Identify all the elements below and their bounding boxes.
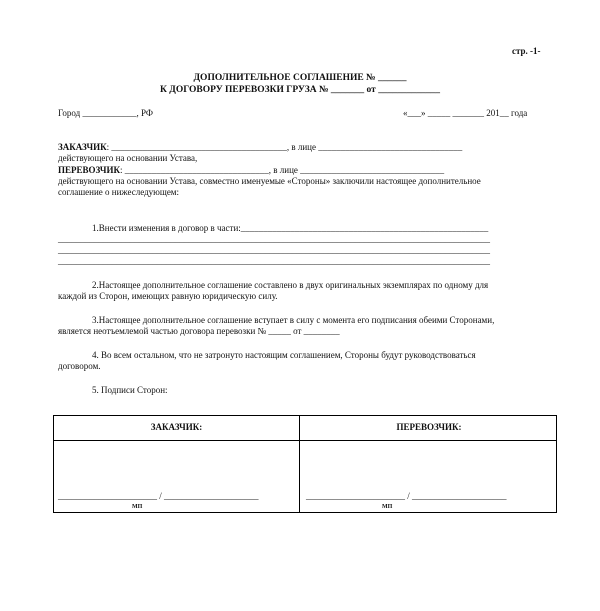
customer-details: : _______________________________________, в лице ________________________________ <box>106 142 463 152</box>
carrier-label: ПЕРЕВОЗЧИК <box>58 165 121 175</box>
page-number: стр. -1- <box>512 46 541 56</box>
clause-3-cont: является неотъемлемой частью договора перевозки № _____ от ________ <box>58 326 340 336</box>
customer-basis: действующего на основании Устава, <box>58 153 198 163</box>
clause-2: 2.Настоящее дополнительное соглашение составлено в двух оригинальных экземплярах по одному для <box>92 280 489 290</box>
clause-1: 1.Внести изменения в договор в части:_______________________________________________________ <box>92 223 489 233</box>
clause-1-line: ________________________________________________________________________________________________ <box>58 245 490 255</box>
clause-1-line: ________________________________________________________________________________________________ <box>58 234 490 244</box>
customer-label: ЗАКАЗЧИК <box>58 142 107 152</box>
table-divider-horizontal <box>54 440 556 441</box>
clause-3: 3.Настоящее дополнительное соглашение вступает в силу с момента его подписания обеими Сторонами, <box>92 315 495 325</box>
clause-1-line: ________________________________________________________________________________________________ <box>58 256 490 266</box>
clause-4-cont: договором. <box>58 361 101 371</box>
carrier-signature-line: ______________________ / _____________________ <box>306 491 507 501</box>
carrier-stamp-label: МП <box>382 504 393 510</box>
carrier-details: : ________________________________, в лице ________________________________ <box>120 165 445 175</box>
carrier-basis-cont: соглашение о нижеследующем: <box>58 187 180 197</box>
carrier-signature-header: ПЕРЕВОЗЧИК: <box>396 422 462 432</box>
customer-party-line <box>58 142 462 153</box>
clause-4: 4. Во всем остальном, что не затронуто настоящим соглашением, Стороны будут руководствоваться <box>92 350 476 360</box>
city-line: Город ____________, РФ <box>58 108 153 118</box>
signature-table <box>53 415 557 513</box>
clause-2-cont: каждой из Сторон, имеющих равную юридическую силу. <box>58 291 278 301</box>
carrier-basis: действующего на основании Устава, совместно именуемые «Стороны» заключили настоящее дополнительное <box>58 176 481 186</box>
customer-stamp-label: МП <box>132 504 143 510</box>
carrier-party-line <box>58 165 444 176</box>
date-line: «___» _____ _______ 201__ года <box>403 108 528 118</box>
customer-signature-line: ______________________ / _____________________ <box>58 491 259 501</box>
customer-signature-header: ЗАКАЗЧИК: <box>150 422 203 432</box>
document-title: ДОПОЛНИТЕЛЬНОЕ СОГЛАШЕНИЕ № ______ <box>193 73 407 83</box>
clause-5: 5. Подписи Сторон: <box>92 385 168 395</box>
document-subtitle: К ДОГОВОРУ ПЕРЕВОЗКИ ГРУЗА № _______ от _____________ <box>160 85 440 95</box>
